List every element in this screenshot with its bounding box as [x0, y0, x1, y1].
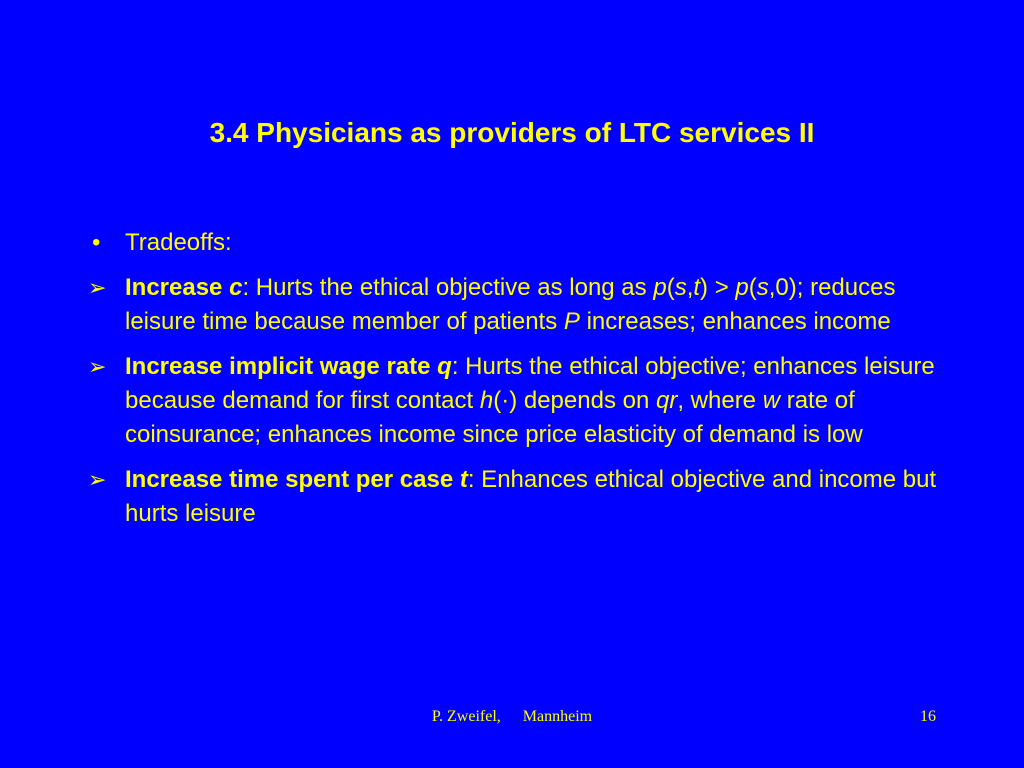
- arrow-item-increase-t: [0, 463, 955, 531]
- footer-place: Mannheim: [522, 708, 593, 725]
- item-text: increases; enhances income: [579, 308, 891, 335]
- arrow-item-increase-c: [0, 271, 955, 339]
- math-t: t: [693, 274, 701, 301]
- math-p: p: [653, 274, 667, 301]
- item-variable: q: [437, 353, 452, 380]
- item-text: rate of coinsurance; enhances income since price elasticity of demand is low: [125, 387, 863, 448]
- arrow-bullet-icon: ➢: [88, 467, 107, 492]
- bullet-tradeoffs: [0, 226, 955, 260]
- item-heading: Increase time spent per case: [125, 466, 460, 493]
- slide-title: 3.4 Physicians as providers of LTC services II: [209, 117, 815, 148]
- math-s: s: [674, 274, 687, 301]
- math-compare: ) >: [700, 274, 736, 301]
- math-qr: qr: [655, 387, 678, 414]
- math-comma: ,: [686, 274, 694, 301]
- math-h: h: [479, 387, 494, 414]
- tradeoffs-label: Tradeoffs:: [125, 229, 232, 256]
- math-P: P: [563, 308, 580, 335]
- math-paren: (: [748, 274, 757, 301]
- arrow-item-increase-q: [0, 350, 955, 452]
- item-text: : Hurts the ethical objective as long as: [242, 274, 654, 301]
- footer-author: [0, 707, 1024, 727]
- math-paren: (: [666, 274, 675, 301]
- footer-author-name: P. Zweifel,: [431, 708, 501, 725]
- item-text: ,0); reduces leisure time because member of patients: [125, 274, 896, 335]
- bullet-marker: •: [92, 229, 101, 256]
- page-number: 16: [920, 708, 936, 725]
- item-heading: Increase: [125, 274, 230, 301]
- item-text: : Hurts the ethical objective; enhances leisure because demand for first contact: [125, 353, 935, 414]
- item-text: (·) depends on: [493, 387, 656, 414]
- slide-content: [0, 226, 1024, 542]
- math-w: w: [762, 387, 781, 414]
- item-variable: t: [459, 466, 468, 493]
- item-text: , where: [677, 387, 763, 414]
- math-s: s: [756, 274, 769, 301]
- item-text: : Enhances ethical objective and income but hurts leisure: [125, 466, 937, 527]
- arrow-bullet-icon: ➢: [88, 354, 107, 379]
- math-p: p: [735, 274, 749, 301]
- arrow-bullet-icon: ➢: [88, 275, 107, 300]
- item-variable: c: [229, 274, 243, 301]
- item-heading: Increase implicit wage rate: [125, 353, 438, 380]
